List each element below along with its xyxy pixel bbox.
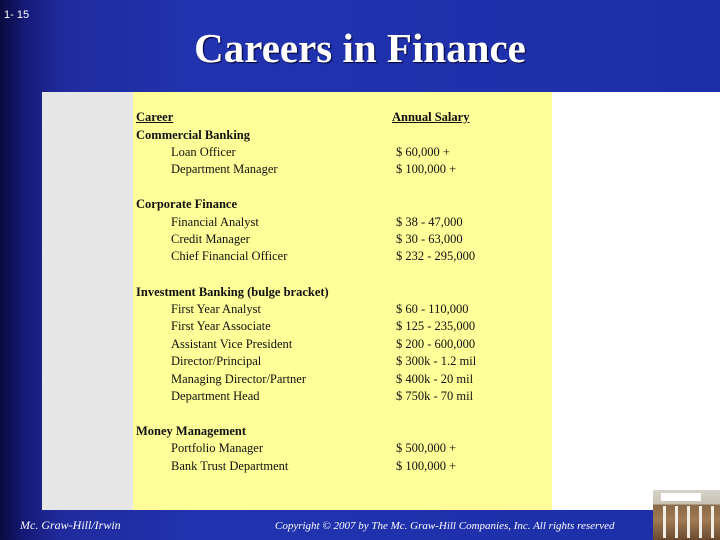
salary-value: $ 38 - 47,000 xyxy=(396,215,463,229)
column-header-career: Career xyxy=(136,110,174,124)
career-name: Loan Officer xyxy=(171,145,236,159)
career-name: Department Head xyxy=(171,389,260,403)
publisher-footer: Mc. Graw-Hill/Irwin xyxy=(20,518,121,532)
career-name: Credit Manager xyxy=(171,232,250,246)
section-heading: Investment Banking (bulge bracket) xyxy=(136,285,329,299)
career-name: Department Manager xyxy=(171,162,278,176)
column-graphic xyxy=(711,506,714,538)
book-title-bar xyxy=(661,493,701,501)
salary-value: $ 100,000 + xyxy=(396,459,457,473)
salary-value: $ 300k - 1.2 mil xyxy=(396,354,477,368)
column-header-salary: Annual Salary xyxy=(392,110,470,124)
salary-value: $ 200 - 600,000 xyxy=(396,337,476,351)
column-graphic xyxy=(675,506,678,538)
career-name: Portfolio Manager xyxy=(171,441,263,455)
column-graphic xyxy=(699,506,702,538)
career-name: Chief Financial Officer xyxy=(171,249,288,263)
salary-value: $ 60,000 + xyxy=(396,145,450,159)
salary-value: $ 500,000 + xyxy=(396,441,457,455)
career-name: First Year Associate xyxy=(171,319,271,333)
salary-value: $ 100,000 + xyxy=(396,162,457,176)
career-name: Managing Director/Partner xyxy=(171,372,307,386)
gray-strip xyxy=(42,92,133,510)
career-name: Bank Trust Department xyxy=(171,459,289,473)
column-graphic xyxy=(687,506,690,538)
salary-value: $ 125 - 235,000 xyxy=(396,319,476,333)
salary-value: $ 400k - 20 mil xyxy=(396,372,474,386)
section-heading: Money Management xyxy=(136,424,247,438)
career-name: Director/Principal xyxy=(171,354,262,368)
salary-value: $ 30 - 63,000 xyxy=(396,232,463,246)
slide-title: Careers in Finance xyxy=(194,25,526,71)
career-name: Financial Analyst xyxy=(171,215,259,229)
book-cover-image xyxy=(653,490,720,540)
career-name: First Year Analyst xyxy=(171,302,261,316)
salary-value: $ 232 - 295,000 xyxy=(396,249,476,263)
section-heading: Commercial Banking xyxy=(136,128,251,142)
column-graphic xyxy=(663,506,666,538)
slide-number: 1- 15 xyxy=(4,9,30,21)
salary-value: $ 750k - 70 mil xyxy=(396,389,474,403)
salary-value: $ 60 - 110,000 xyxy=(396,302,469,316)
section-heading: Corporate Finance xyxy=(136,197,238,211)
career-name: Assistant Vice President xyxy=(171,337,293,351)
copyright-footer: Copyright © 2007 by The Mc. Graw-Hill Companies, Inc. All rights reserved xyxy=(275,520,615,532)
